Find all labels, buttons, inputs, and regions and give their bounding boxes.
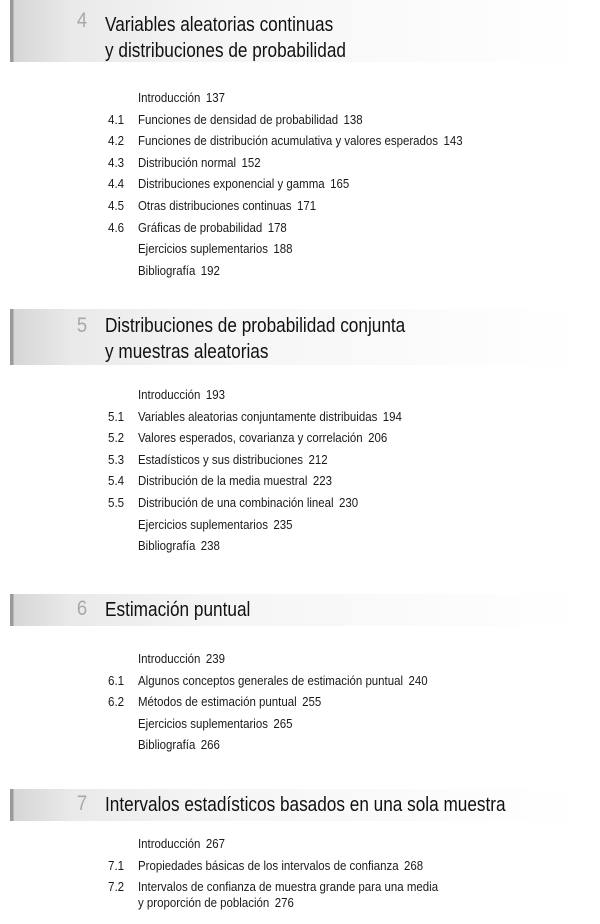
page-number: 171 [296,198,317,213]
chapter-number: 7 [76,792,88,815]
entry-title: Distribuciones exponencial y gamma [138,177,325,192]
section-number: 7.2 [108,880,125,895]
entry-title: Funciones de densidad de probabilidad [138,112,339,127]
toc-entry[interactable] [0,671,600,693]
entry-title: Distribución normal [138,155,237,170]
chapter-number: 6 [76,597,88,620]
page-number: 265 [273,716,293,731]
entry-title: Métodos de estimación puntual [138,695,297,710]
toc-entry[interactable] [0,110,600,132]
toc-entries-chapter-6 [0,649,600,757]
page-number: 178 [267,220,287,235]
page-number: 192 [200,263,220,278]
page-number: 266 [200,738,220,753]
section-number: 5.4 [108,474,125,489]
entry-title-line: y proporción de población [138,895,270,910]
toc-entry[interactable] [0,385,600,407]
page-number: 152 [241,155,261,170]
toc-entry[interactable] [0,131,600,153]
page-number: 240 [408,673,428,688]
toc-entries-chapter-5 [0,385,600,558]
toc-entry[interactable] [0,834,600,856]
toc-entry[interactable] [0,428,600,450]
section-number: 5.2 [108,431,125,446]
chapter-title-line: Distribuciones de probabilidad conjunta [105,315,406,337]
entry-title: Ejercicios suplementarios [138,716,268,731]
entry-title: Distribución de una combinación lineal [138,495,334,510]
page-number: 268 [404,858,424,873]
toc-entry[interactable] [0,196,600,218]
toc-entry[interactable] [0,261,600,283]
page-number: 138 [343,112,363,127]
entry-title: Funciones de distribución acumulativa y valores esperados [138,134,439,149]
entry-title: Bibliografía [138,539,196,554]
chapter-title [105,792,506,818]
section-number: 6.1 [108,673,125,688]
entry-title: Bibliografía [138,263,196,278]
chapter-title-line: Estimación puntual [105,599,251,621]
section-number: 4.5 [108,198,125,213]
page-number: 267 [205,837,226,851]
chapter-title [105,313,405,365]
entry-title: Ejercicios suplementarios [138,517,268,532]
toc-entry[interactable] [0,88,600,110]
chapter-title-line: Intervalos estadísticos basados en una sola muestra [105,794,506,816]
toc-entry[interactable] [0,471,600,493]
entry-title: Estadísticos y sus distribuciones [138,452,303,467]
entry-title: Introducción [138,91,201,105]
page-number: 194 [382,409,402,424]
entry-title: Variables aleatorias conjuntamente distribuidas [138,409,378,424]
section-number: 5.1 [108,409,125,424]
page-number: 276 [274,895,294,910]
entry-title: Introducción [138,388,201,402]
page-number: 188 [273,242,293,257]
toc-entry[interactable] [0,153,600,175]
section-number: 5.5 [108,495,125,510]
page-number: 230 [339,495,359,510]
section-number: 5.3 [108,452,125,467]
page-number: 206 [368,431,388,446]
entry-title: Valores esperados, covarianza y correlación [138,431,363,446]
toc-entries-chapter-4 [0,88,600,282]
entry-title: Distribución de la media muestral [138,474,308,489]
entry-title: Gráficas de probabilidad [138,220,263,235]
chapter-header-band [10,594,582,626]
toc-entry[interactable] [0,493,600,515]
page-number: 238 [200,539,220,554]
toc-entry[interactable] [0,239,600,261]
section-number: 4.3 [108,155,125,170]
toc-entry[interactable] [0,692,600,714]
page-number: 193 [205,388,226,402]
page-number: 165 [330,177,350,192]
entry-title: Bibliografía [138,738,196,753]
entry-title: Propiedades básicas de los intervalos de confianza [138,858,399,873]
page-number: 235 [273,517,293,532]
chapter-title-line: y distribuciones de probabilidad [105,40,346,62]
entry-title: Introducción [138,652,201,666]
section-number: 4.6 [108,220,125,235]
section-number: 4.1 [108,112,125,127]
page-number: 137 [205,91,226,105]
chapter-number: 5 [76,314,88,337]
toc-entry[interactable] [0,515,600,537]
entry-title-line: Intervalos de confianza de muestra grande para una media [138,880,439,895]
section-number: 6.2 [108,695,125,710]
toc-entry[interactable] [0,649,600,671]
chapter-title [105,12,346,64]
chapter-title-line: Variables aleatorias continuas [105,14,334,36]
toc-entries-chapter-7 [0,834,600,911]
page-number: 255 [302,695,322,710]
toc-entry[interactable] [0,450,600,472]
chapter-title-line: y muestras aleatorias [105,341,269,363]
entry-title: Otras distribuciones continuas [138,198,292,213]
toc-entry[interactable] [0,735,600,757]
toc-entry[interactable] [0,174,600,196]
page-number: 223 [312,474,333,489]
toc-entry[interactable] [0,218,600,240]
toc-entry[interactable] [0,856,600,878]
page-number: 239 [205,652,226,666]
page-number: 143 [443,134,463,149]
chapter-number: 4 [76,9,88,32]
toc-entry[interactable] [0,714,600,736]
entry-title: Algunos conceptos generales de estimación puntual [138,673,404,688]
entry-title: Ejercicios suplementarios [138,242,268,257]
section-number: 4.2 [108,134,125,149]
entry-title: Introducción [138,837,201,851]
toc-entry[interactable] [0,877,600,911]
toc-entry[interactable] [0,407,600,429]
section-number: 7.1 [108,858,125,873]
page-number: 212 [308,452,328,467]
toc-entry[interactable] [0,536,600,558]
section-number: 4.4 [108,177,125,192]
chapter-title [105,597,250,623]
